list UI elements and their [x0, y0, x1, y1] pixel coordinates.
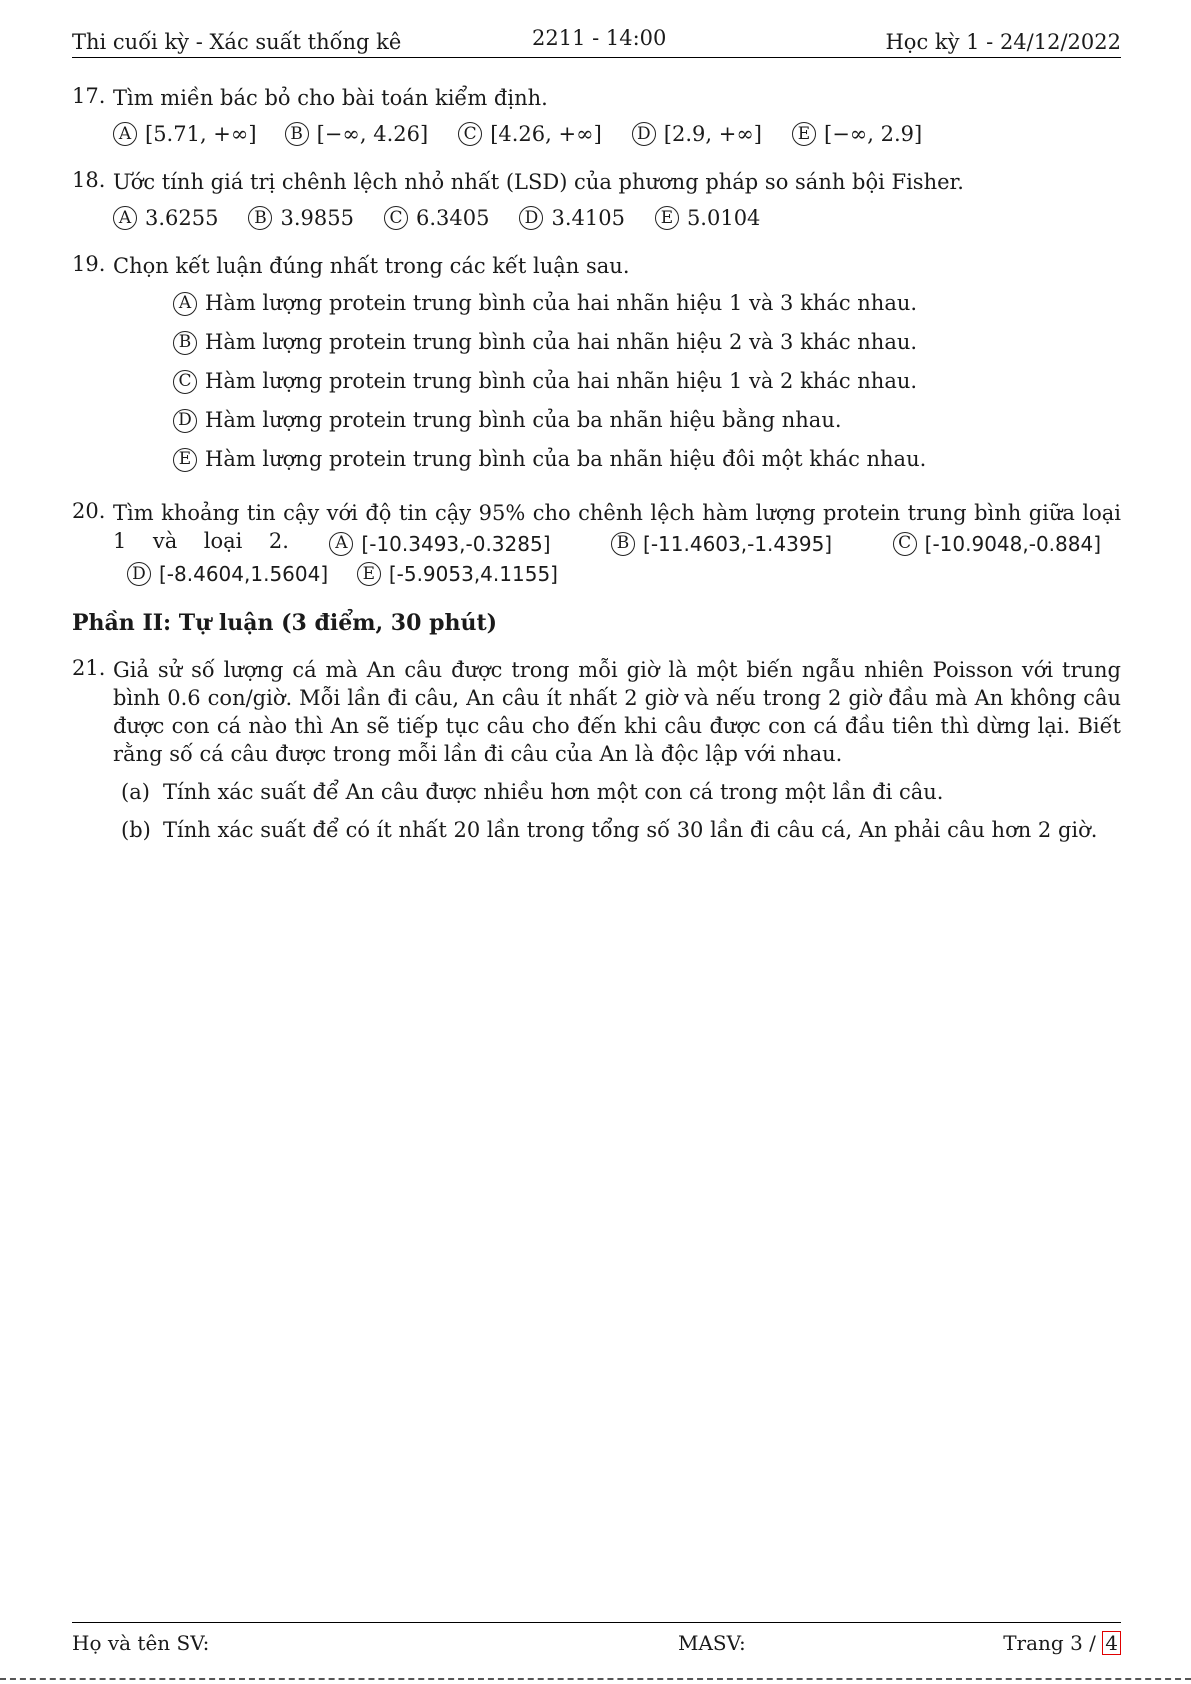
option-c[interactable]: [893, 530, 1101, 558]
option-marker: D: [519, 206, 543, 230]
option-text: [-11.4603,-1.4395]: [643, 531, 833, 556]
answer-options: [113, 120, 1121, 148]
option-a[interactable]: [173, 290, 1091, 317]
option-marker: E: [173, 448, 197, 472]
page-number: [1003, 1631, 1121, 1655]
option-text: [-5.9053,4.1155]: [388, 562, 558, 586]
option-text: [-10.9048,-0.884]: [924, 531, 1101, 556]
option-marker: D: [127, 562, 151, 586]
answer-options: [113, 290, 1121, 473]
question-text: Ước tính giá trị chênh lệch nhỏ nhất (LSD) của phương pháp so sánh bội Fisher.: [113, 170, 964, 194]
option-e[interactable]: [357, 560, 558, 588]
option-text: [−∞, 4.26]: [316, 122, 429, 146]
question-text: Tìm khoảng tin cậy với độ tin cậy 95% cho chênh lệch hàm lượng protein trung bình giữa loại 1 và loại 2.: [113, 501, 1121, 553]
sub-question-a: [113, 778, 1121, 806]
option-text: 3.9855: [280, 206, 354, 230]
option-e[interactable]: [792, 120, 922, 148]
page-footer: [72, 1622, 1121, 1655]
option-e[interactable]: [655, 204, 760, 232]
header-semester-date: Học kỳ 1 - 24/12/2022: [885, 30, 1121, 54]
option-c[interactable]: [458, 120, 602, 148]
question-text-with-options: [113, 499, 1121, 588]
page-edge-divider: [0, 1678, 1191, 1682]
option-marker: D: [173, 409, 197, 433]
sub-question-text: Tính xác suất để có ít nhất 20 lần trong tổng số 30 lần đi câu cá, An phải câu hơn 2 giờ.: [163, 818, 1098, 842]
option-text: [2.9, +∞]: [663, 122, 763, 146]
option-marker: A: [329, 532, 353, 556]
option-marker: A: [113, 206, 137, 230]
option-c[interactable]: [384, 204, 489, 232]
option-d[interactable]: [173, 407, 1091, 434]
option-text: Hàm lượng protein trung bình của hai nhãn hiệu 2 và 3 khác nhau.: [205, 330, 918, 354]
question-21: [72, 656, 1121, 844]
option-text: Hàm lượng protein trung bình của ba nhãn hiệu bằng nhau.: [205, 408, 842, 432]
section-title: Phần II: Tự luận (3 điểm, 30 phút): [72, 610, 498, 636]
question-number: 20.: [72, 499, 106, 523]
page-total-link[interactable]: 4: [1102, 1631, 1121, 1655]
answer-options: [113, 204, 1121, 232]
option-marker: A: [113, 122, 137, 146]
question-number: 21.: [72, 656, 106, 680]
option-marker: E: [655, 206, 679, 230]
sub-question-label: (a): [121, 780, 150, 804]
option-text: 5.0104: [686, 206, 761, 230]
option-text: [−∞, 2.9]: [824, 122, 923, 146]
option-marker: C: [173, 370, 197, 394]
question-20: [72, 499, 1121, 588]
student-id-label: MASV:: [678, 1631, 746, 1655]
option-d[interactable]: [519, 204, 624, 232]
option-text: 3.6255: [145, 206, 219, 230]
question-text: Chọn kết luận đúng nhất trong các kết luận sau.: [113, 254, 630, 278]
option-a[interactable]: [329, 530, 550, 558]
question-19: [72, 252, 1121, 485]
question-18: [72, 168, 1121, 232]
option-text: Hàm lượng protein trung bình của hai nhãn hiệu 1 và 3 khác nhau.: [205, 291, 918, 315]
option-marker: A: [173, 292, 197, 316]
option-a[interactable]: [113, 204, 218, 232]
question-text: Giả sử số lượng cá mà An câu được trong mỗi giờ là một biến ngẫu nhiên Poisson với trung bình 0.6 con/giờ. Mỗi lần đi câu, An câu ít nhất 2 giờ và nếu trong 2 giờ đầu mà An không câu được con cá nào thì An sẽ tiếp tục câu cho đến khi câu được con cá đầu tiên thì dừng lại. Biết rằng số cá câu được trong mỗi lần đi câu của An là độc lập với nhau.: [113, 658, 1121, 766]
sub-question-b: [113, 816, 1121, 844]
option-b[interactable]: [611, 530, 832, 558]
option-marker: B: [173, 331, 197, 355]
option-d[interactable]: [632, 120, 762, 148]
option-marker: B: [248, 206, 272, 230]
option-text: [-8.4604,1.5604]: [159, 562, 329, 586]
option-text: [4.26, +∞]: [490, 122, 602, 146]
option-c[interactable]: [173, 368, 1091, 395]
option-b[interactable]: [285, 120, 429, 148]
question-number: 17.: [72, 84, 106, 108]
page-number-prefix: Trang 3 /: [1003, 1631, 1096, 1655]
option-text: Hàm lượng protein trung bình của hai nhãn hiệu 1 và 2 khác nhau.: [205, 369, 918, 393]
question-17: [72, 84, 1121, 148]
exam-content: [72, 84, 1121, 858]
option-text: Hàm lượng protein trung bình của ba nhãn hiệu đôi một khác nhau.: [205, 447, 927, 471]
question-text: Tìm miền bác bỏ cho bài toán kiểm định.: [113, 86, 548, 110]
sub-question-text: Tính xác suất để An câu được nhiều hơn một con cá trong một lần đi câu.: [163, 780, 944, 804]
option-text: 6.3405: [415, 206, 490, 230]
option-b[interactable]: [173, 329, 1091, 356]
option-text: [5.71, +∞]: [145, 122, 257, 146]
option-marker: C: [458, 122, 482, 146]
question-number: 19.: [72, 252, 106, 276]
option-a[interactable]: [113, 120, 257, 148]
option-marker: E: [357, 562, 381, 586]
option-marker: C: [384, 206, 408, 230]
option-marker: E: [792, 122, 816, 146]
header-exam-code: 2211 - 14:00: [532, 26, 667, 50]
option-marker: B: [611, 532, 635, 556]
option-marker: B: [285, 122, 309, 146]
page-header: [72, 26, 1121, 58]
option-text: 3.4105: [551, 206, 625, 230]
option-b[interactable]: [248, 204, 353, 232]
option-text: [-10.3493,-0.3285]: [361, 531, 551, 556]
header-exam-title: Thi cuối kỳ - Xác suất thống kê: [72, 30, 402, 54]
sub-question-label: (b): [121, 818, 151, 842]
option-marker: D: [632, 122, 656, 146]
option-d[interactable]: [127, 560, 328, 588]
student-name-label: Họ và tên SV:: [72, 1631, 210, 1655]
option-marker: C: [893, 532, 917, 556]
question-number: 18.: [72, 168, 106, 192]
option-e[interactable]: [173, 446, 1091, 473]
